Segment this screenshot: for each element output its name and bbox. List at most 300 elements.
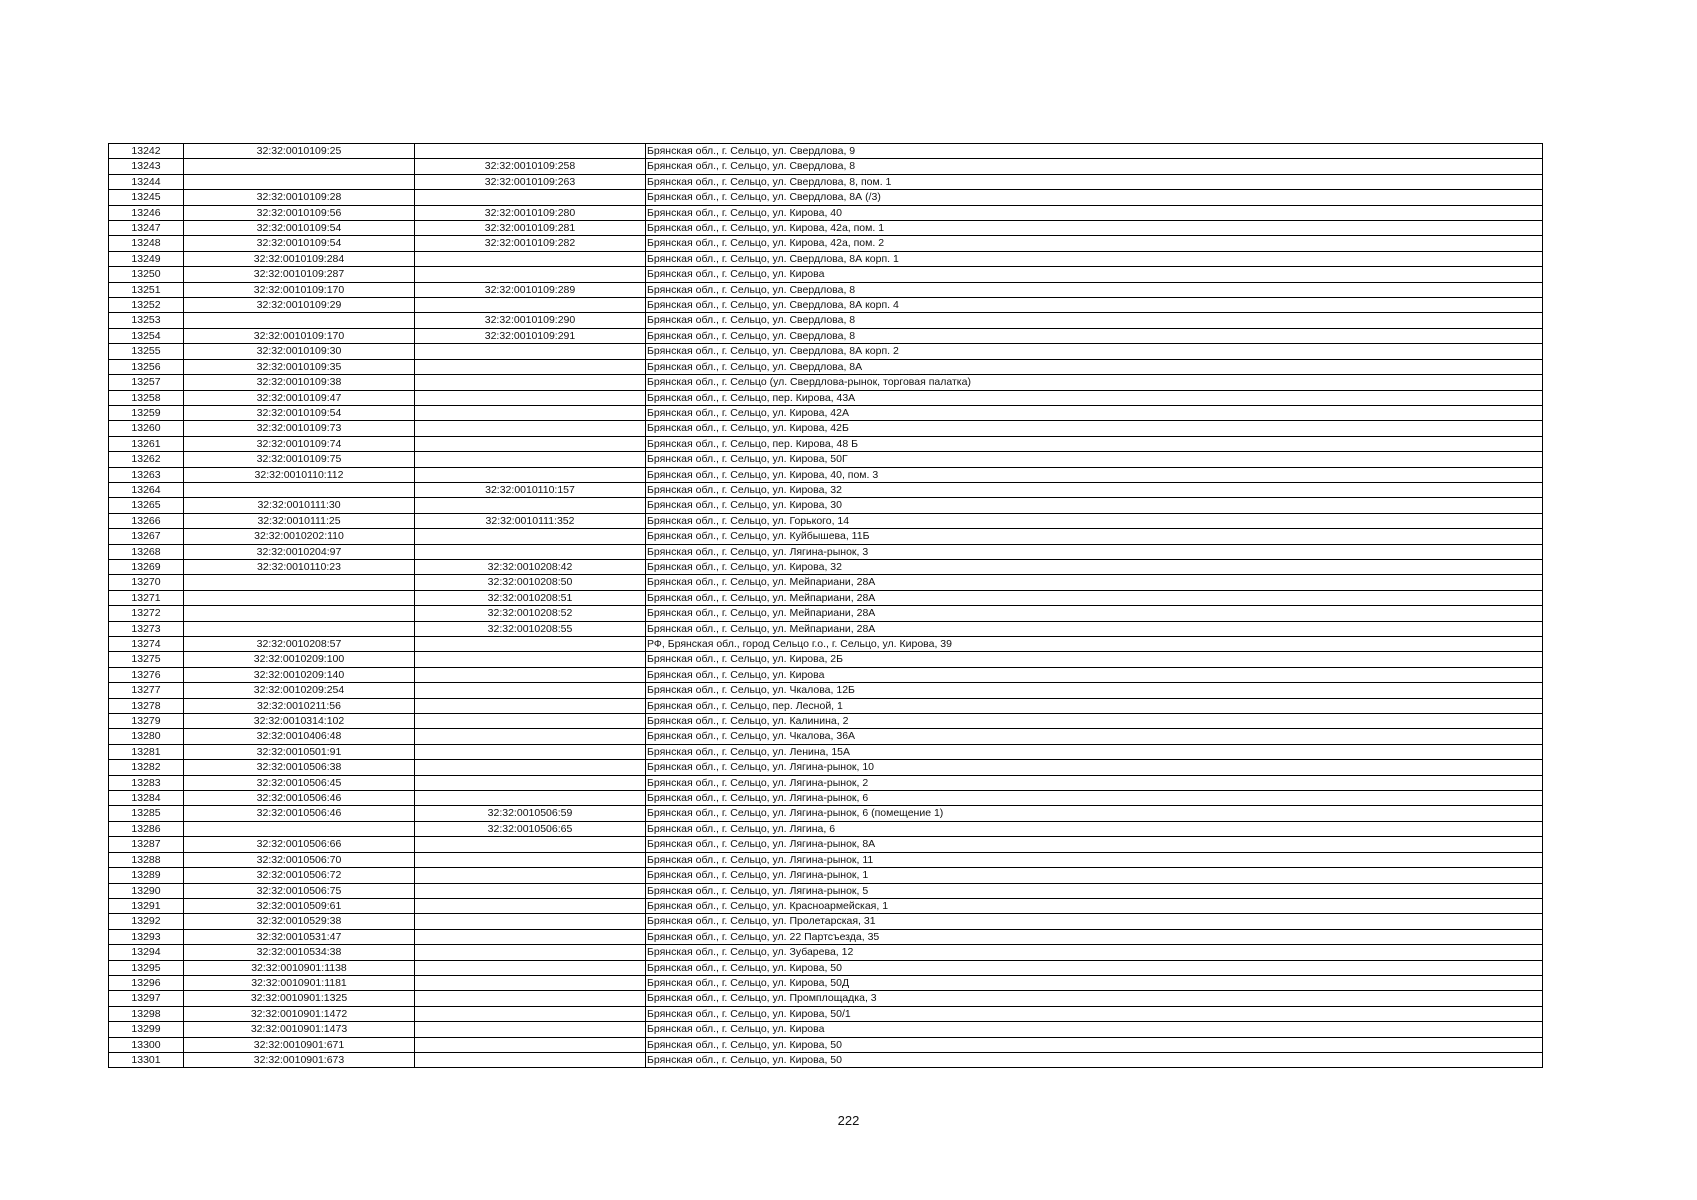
- table-row: [109, 637, 1543, 652]
- object-cadastral-number-cell: 32:32:0010506:59: [415, 806, 646, 821]
- row-number-cell: 13276: [109, 667, 184, 682]
- address-cell: Брянская обл., г. Сельцо, ул. Свердлова, 8А корп. 4: [646, 298, 1543, 313]
- object-cadastral-number-cell: [415, 436, 646, 451]
- object-cadastral-number-cell: 32:32:0010109:282: [415, 236, 646, 251]
- address-cell: Брянская обл., г. Сельцо, ул. Кирова: [646, 1022, 1543, 1037]
- table-row: [109, 421, 1543, 436]
- address-cell: Брянская обл., г. Сельцо, ул. Свердлова, 8А корп. 2: [646, 344, 1543, 359]
- row-number-cell: 13299: [109, 1022, 184, 1037]
- object-cadastral-number-cell: 32:32:0010208:50: [415, 575, 646, 590]
- object-cadastral-number-cell: [415, 975, 646, 990]
- row-number-cell: 13248: [109, 236, 184, 251]
- object-cadastral-number-cell: [415, 652, 646, 667]
- object-cadastral-number-cell: [415, 1037, 646, 1052]
- cadastral-number-cell: 32:32:0010506:70: [184, 852, 415, 867]
- row-number-cell: 13292: [109, 914, 184, 929]
- cadastral-number-cell: [184, 174, 415, 189]
- table-row: [109, 267, 1543, 282]
- page-number: 222: [837, 1113, 860, 1128]
- row-number-cell: 13262: [109, 452, 184, 467]
- address-cell: Брянская обл., г. Сельцо, ул. Куйбышева, 11Б: [646, 529, 1543, 544]
- address-cell: Брянская обл., г. Сельцо, ул. Горького, 14: [646, 513, 1543, 528]
- row-number-cell: 13297: [109, 991, 184, 1006]
- cadastral-number-cell: 32:32:0010202:110: [184, 529, 415, 544]
- table-row: [109, 945, 1543, 960]
- address-cell: Брянская обл., г. Сельцо, ул. Чкалова, 36А: [646, 729, 1543, 744]
- object-cadastral-number-cell: [415, 960, 646, 975]
- object-cadastral-number-cell: 32:32:0010109:263: [415, 174, 646, 189]
- object-cadastral-number-cell: [415, 498, 646, 513]
- row-number-cell: 13256: [109, 359, 184, 374]
- row-number-cell: 13290: [109, 883, 184, 898]
- object-cadastral-number-cell: 32:32:0010208:42: [415, 559, 646, 574]
- object-cadastral-number-cell: [415, 637, 646, 652]
- address-cell: РФ, Брянская обл., город Сельцо г.о., г. Сельцо, ул. Кирова, 39: [646, 637, 1543, 652]
- address-cell: Брянская обл., г. Сельцо, ул. Свердлова, 8: [646, 282, 1543, 297]
- row-number-cell: 13284: [109, 791, 184, 806]
- table-row: [109, 467, 1543, 482]
- address-cell: Брянская обл., г. Сельцо, ул. Лягина-рынок, 8А: [646, 837, 1543, 852]
- cadastral-number-cell: 32:32:0010109:75: [184, 452, 415, 467]
- address-cell: Брянская обл., г. Сельцо, ул. Чкалова, 12Б: [646, 683, 1543, 698]
- object-cadastral-number-cell: [415, 390, 646, 405]
- row-number-cell: 13300: [109, 1037, 184, 1052]
- address-cell: Брянская обл., г. Сельцо, ул. Мейпариани, 28А: [646, 575, 1543, 590]
- address-cell: Брянская обл., г. Сельцо, ул. Кирова, 32: [646, 482, 1543, 497]
- cadastral-number-cell: [184, 621, 415, 636]
- row-number-cell: 13279: [109, 714, 184, 729]
- address-cell: Брянская обл., г. Сельцо, ул. Лягина-рынок, 3: [646, 544, 1543, 559]
- cadastral-number-cell: 32:32:0010109:56: [184, 205, 415, 220]
- table-row: [109, 544, 1543, 559]
- object-cadastral-number-cell: [415, 529, 646, 544]
- cadastral-number-cell: 32:32:0010501:91: [184, 744, 415, 759]
- cadastral-number-cell: 32:32:0010901:673: [184, 1052, 415, 1067]
- table-row: [109, 821, 1543, 836]
- address-cell: Брянская обл., г. Сельцо, ул. Ленина, 15А: [646, 744, 1543, 759]
- row-number-cell: 13294: [109, 945, 184, 960]
- object-cadastral-number-cell: [415, 267, 646, 282]
- table-row: [109, 914, 1543, 929]
- table-row: [109, 852, 1543, 867]
- cadastral-number-cell: 32:32:0010901:1473: [184, 1022, 415, 1037]
- row-number-cell: 13243: [109, 159, 184, 174]
- cadastral-number-cell: 32:32:0010209:140: [184, 667, 415, 682]
- table-row: [109, 575, 1543, 590]
- table-row: [109, 174, 1543, 189]
- cadastral-number-cell: [184, 575, 415, 590]
- table-row: [109, 683, 1543, 698]
- table-row: [109, 390, 1543, 405]
- object-cadastral-number-cell: [415, 405, 646, 420]
- object-cadastral-number-cell: 32:32:0010208:52: [415, 606, 646, 621]
- cadastral-number-cell: 32:32:0010901:1138: [184, 960, 415, 975]
- address-cell: Брянская обл., г. Сельцо, ул. Мейпариани, 28А: [646, 590, 1543, 605]
- row-number-cell: 13269: [109, 559, 184, 574]
- object-cadastral-number-cell: [415, 744, 646, 759]
- table-row: [109, 251, 1543, 266]
- cadastral-number-cell: 32:32:0010506:66: [184, 837, 415, 852]
- table-row: [109, 883, 1543, 898]
- table-row: [109, 714, 1543, 729]
- row-number-cell: 13280: [109, 729, 184, 744]
- table-row: [109, 559, 1543, 574]
- object-cadastral-number-cell: 32:32:0010109:280: [415, 205, 646, 220]
- address-cell: Брянская обл., г. Сельцо, ул. Кирова, 40: [646, 205, 1543, 220]
- cadastral-number-cell: 32:32:0010109:170: [184, 282, 415, 297]
- cadastral-number-cell: 32:32:0010109:54: [184, 221, 415, 236]
- address-cell: Брянская обл., г. Сельцо, ул. 22 Партсъезда, 35: [646, 929, 1543, 944]
- cadastral-number-cell: 32:32:0010109:54: [184, 405, 415, 420]
- table-row: [109, 837, 1543, 852]
- row-number-cell: 13251: [109, 282, 184, 297]
- table-row: [109, 975, 1543, 990]
- table-row: [109, 991, 1543, 1006]
- cadastral-number-cell: 32:32:0010901:1325: [184, 991, 415, 1006]
- cadastral-number-cell: 32:32:0010109:73: [184, 421, 415, 436]
- row-number-cell: 13242: [109, 144, 184, 159]
- address-cell: Брянская обл., г. Сельцо, ул. Мейпариани, 28А: [646, 621, 1543, 636]
- object-cadastral-number-cell: 32:32:0010111:352: [415, 513, 646, 528]
- row-number-cell: 13285: [109, 806, 184, 821]
- object-cadastral-number-cell: [415, 344, 646, 359]
- row-number-cell: 13287: [109, 837, 184, 852]
- address-cell: Брянская обл., г. Сельцо, ул. Промплощадка, 3: [646, 991, 1543, 1006]
- table-row: [109, 205, 1543, 220]
- object-cadastral-number-cell: 32:32:0010208:51: [415, 590, 646, 605]
- object-cadastral-number-cell: [415, 698, 646, 713]
- object-cadastral-number-cell: [415, 775, 646, 790]
- cadastral-number-cell: 32:32:0010109:38: [184, 375, 415, 390]
- row-number-cell: 13257: [109, 375, 184, 390]
- table-row: [109, 698, 1543, 713]
- table-row: [109, 221, 1543, 236]
- table-row: [109, 513, 1543, 528]
- row-number-cell: 13271: [109, 590, 184, 605]
- cadastral-number-cell: 32:32:0010406:48: [184, 729, 415, 744]
- object-cadastral-number-cell: [415, 298, 646, 313]
- table-row: [109, 190, 1543, 205]
- object-cadastral-number-cell: [415, 898, 646, 913]
- address-cell: Брянская обл., г. Сельцо, ул. Кирова, 2Б: [646, 652, 1543, 667]
- address-cell: Брянская обл., г. Сельцо, ул. Кирова, 32: [646, 559, 1543, 574]
- address-cell: Брянская обл., г. Сельцо, ул. Пролетарская, 31: [646, 914, 1543, 929]
- table-row: [109, 806, 1543, 821]
- table-row: [109, 436, 1543, 451]
- address-cell: Брянская обл., г. Сельцо, ул. Зубарева, 12: [646, 945, 1543, 960]
- address-cell: Брянская обл., г. Сельцо, ул. Кирова, 50/1: [646, 1006, 1543, 1021]
- row-number-cell: 13263: [109, 467, 184, 482]
- table-row: [109, 1006, 1543, 1021]
- address-cell: Брянская обл., г. Сельцо, пер. Кирова, 48 Б: [646, 436, 1543, 451]
- row-number-cell: 13277: [109, 683, 184, 698]
- object-cadastral-number-cell: [415, 791, 646, 806]
- row-number-cell: 13295: [109, 960, 184, 975]
- cadastral-number-cell: 32:32:0010110:23: [184, 559, 415, 574]
- address-cell: Брянская обл., г. Сельцо, ул. Лягина-рынок, 10: [646, 760, 1543, 775]
- table-row: [109, 744, 1543, 759]
- cadastral-number-cell: [184, 606, 415, 621]
- address-cell: Брянская обл., г. Сельцо, ул. Кирова, 50: [646, 1052, 1543, 1067]
- object-cadastral-number-cell: [415, 375, 646, 390]
- cadastral-number-cell: 32:32:0010506:72: [184, 868, 415, 883]
- table-row: [109, 729, 1543, 744]
- object-cadastral-number-cell: 32:32:0010109:290: [415, 313, 646, 328]
- row-number-cell: 13283: [109, 775, 184, 790]
- address-cell: Брянская обл., г. Сельцо, ул. Лягина, 6: [646, 821, 1543, 836]
- row-number-cell: 13286: [109, 821, 184, 836]
- row-number-cell: 13281: [109, 744, 184, 759]
- cadastral-number-cell: 32:32:0010901:1472: [184, 1006, 415, 1021]
- cadastral-number-cell: [184, 313, 415, 328]
- cadastral-number-cell: [184, 590, 415, 605]
- row-number-cell: 13293: [109, 929, 184, 944]
- object-cadastral-number-cell: [415, 914, 646, 929]
- cadastral-number-cell: 32:32:0010110:112: [184, 467, 415, 482]
- table-row: [109, 452, 1543, 467]
- table-row: [109, 590, 1543, 605]
- cadastral-number-cell: 32:32:0010529:38: [184, 914, 415, 929]
- table-row: [109, 868, 1543, 883]
- cadastral-number-cell: 32:32:0010314:102: [184, 714, 415, 729]
- object-cadastral-number-cell: [415, 467, 646, 482]
- table-row: [109, 498, 1543, 513]
- cadastral-number-cell: 32:32:0010211:56: [184, 698, 415, 713]
- object-cadastral-number-cell: [415, 683, 646, 698]
- address-cell: Брянская обл., г. Сельцо, ул. Кирова: [646, 667, 1543, 682]
- cadastral-number-cell: 32:32:0010109:74: [184, 436, 415, 451]
- row-number-cell: 13265: [109, 498, 184, 513]
- address-cell: Брянская обл., г. Сельцо, ул. Свердлова, 9: [646, 144, 1543, 159]
- object-cadastral-number-cell: [415, 945, 646, 960]
- object-cadastral-number-cell: [415, 837, 646, 852]
- row-number-cell: 13247: [109, 221, 184, 236]
- address-cell: Брянская обл., г. Сельцо, ул. Лягина-рынок, 1: [646, 868, 1543, 883]
- row-number-cell: 13246: [109, 205, 184, 220]
- cadastral-number-cell: 32:32:0010901:671: [184, 1037, 415, 1052]
- address-cell: Брянская обл., г. Сельцо, ул. Мейпариани, 28А: [646, 606, 1543, 621]
- row-number-cell: 13282: [109, 760, 184, 775]
- object-cadastral-number-cell: [415, 544, 646, 559]
- object-cadastral-number-cell: [415, 714, 646, 729]
- address-cell: Брянская обл., г. Сельцо, ул. Лягина-рынок, 2: [646, 775, 1543, 790]
- table-row: [109, 529, 1543, 544]
- object-cadastral-number-cell: [415, 883, 646, 898]
- cadastral-number-cell: 32:32:0010208:57: [184, 637, 415, 652]
- cadastral-number-cell: 32:32:0010506:75: [184, 883, 415, 898]
- table-row: [109, 344, 1543, 359]
- cadastral-number-cell: 32:32:0010534:38: [184, 945, 415, 960]
- table-row: [109, 282, 1543, 297]
- row-number-cell: 13254: [109, 328, 184, 343]
- object-cadastral-number-cell: 32:32:0010109:289: [415, 282, 646, 297]
- address-cell: Брянская обл., г. Сельцо, ул. Кирова, 50Д: [646, 975, 1543, 990]
- registry-table-body: [109, 144, 1543, 1068]
- cadastral-number-cell: 32:32:0010506:46: [184, 806, 415, 821]
- address-cell: Брянская обл., г. Сельцо, ул. Калинина, 2: [646, 714, 1543, 729]
- table-row: [109, 621, 1543, 636]
- address-cell: Брянская обл., г. Сельцо, ул. Кирова, 50: [646, 960, 1543, 975]
- table-row: [109, 236, 1543, 251]
- row-number-cell: 13268: [109, 544, 184, 559]
- table-row: [109, 898, 1543, 913]
- address-cell: Брянская обл., г. Сельцо, ул. Свердлова, 8А: [646, 359, 1543, 374]
- cadastral-number-cell: 32:32:0010109:47: [184, 390, 415, 405]
- object-cadastral-number-cell: [415, 929, 646, 944]
- row-number-cell: 13259: [109, 405, 184, 420]
- cadastral-number-cell: 32:32:0010209:100: [184, 652, 415, 667]
- cadastral-number-cell: [184, 482, 415, 497]
- table-row: [109, 760, 1543, 775]
- object-cadastral-number-cell: [415, 359, 646, 374]
- object-cadastral-number-cell: 32:32:0010208:55: [415, 621, 646, 636]
- table-row: [109, 606, 1543, 621]
- cadastral-number-cell: 32:32:0010209:254: [184, 683, 415, 698]
- table-row: [109, 652, 1543, 667]
- row-number-cell: 13244: [109, 174, 184, 189]
- row-number-cell: 13255: [109, 344, 184, 359]
- cadastral-number-cell: 32:32:0010506:46: [184, 791, 415, 806]
- row-number-cell: 13291: [109, 898, 184, 913]
- cadastral-number-cell: 32:32:0010111:30: [184, 498, 415, 513]
- object-cadastral-number-cell: [415, 421, 646, 436]
- table-row: [109, 144, 1543, 159]
- row-number-cell: 13245: [109, 190, 184, 205]
- row-number-cell: 13289: [109, 868, 184, 883]
- object-cadastral-number-cell: [415, 852, 646, 867]
- table-row: [109, 775, 1543, 790]
- row-number-cell: 13264: [109, 482, 184, 497]
- row-number-cell: 13252: [109, 298, 184, 313]
- object-cadastral-number-cell: [415, 251, 646, 266]
- cadastral-number-cell: 32:32:0010509:61: [184, 898, 415, 913]
- row-number-cell: 13249: [109, 251, 184, 266]
- table-row: [109, 298, 1543, 313]
- cadastral-number-cell: 32:32:0010204:97: [184, 544, 415, 559]
- table-row: [109, 667, 1543, 682]
- row-number-cell: 13266: [109, 513, 184, 528]
- table-row: [109, 1037, 1543, 1052]
- object-cadastral-number-cell: 32:32:0010506:65: [415, 821, 646, 836]
- address-cell: Брянская обл., г. Сельцо, ул. Кирова, 42Б: [646, 421, 1543, 436]
- object-cadastral-number-cell: 32:32:0010109:281: [415, 221, 646, 236]
- address-cell: Брянская обл., г. Сельцо, ул. Лягина-рынок, 6: [646, 791, 1543, 806]
- row-number-cell: 13275: [109, 652, 184, 667]
- address-cell: Брянская обл., г. Сельцо, ул. Кирова, 50: [646, 1037, 1543, 1052]
- cadastral-number-cell: 32:32:0010901:1181: [184, 975, 415, 990]
- object-cadastral-number-cell: 32:32:0010109:291: [415, 328, 646, 343]
- row-number-cell: 13261: [109, 436, 184, 451]
- address-cell: Брянская обл., г. Сельцо, ул. Кирова, 42а, пом. 2: [646, 236, 1543, 251]
- row-number-cell: 13296: [109, 975, 184, 990]
- address-cell: Брянская обл., г. Сельцо, ул. Кирова, 30: [646, 498, 1543, 513]
- table-row: [109, 482, 1543, 497]
- cadastral-number-cell: 32:32:0010111:25: [184, 513, 415, 528]
- address-cell: Брянская обл., г. Сельцо, ул. Красноармейская, 1: [646, 898, 1543, 913]
- address-cell: Брянская обл., г. Сельцо, ул. Свердлова, 8: [646, 328, 1543, 343]
- object-cadastral-number-cell: [415, 1052, 646, 1067]
- address-cell: Брянская обл., г. Сельцо, ул. Свердлова, 8А корп. 1: [646, 251, 1543, 266]
- address-cell: Брянская обл., г. Сельцо, ул. Свердлова, 8: [646, 313, 1543, 328]
- object-cadastral-number-cell: [415, 667, 646, 682]
- table-row: [109, 929, 1543, 944]
- address-cell: Брянская обл., г. Сельцо, ул. Лягина-рынок, 6 (помещение 1): [646, 806, 1543, 821]
- address-cell: Брянская обл., г. Сельцо, пер. Лесной, 1: [646, 698, 1543, 713]
- cadastral-number-cell: 32:32:0010109:284: [184, 251, 415, 266]
- table-row: [109, 375, 1543, 390]
- registry-table: [108, 143, 1543, 1068]
- table-row: [109, 791, 1543, 806]
- cadastral-number-cell: 32:32:0010109:30: [184, 344, 415, 359]
- cadastral-number-cell: 32:32:0010506:38: [184, 760, 415, 775]
- table-row: [109, 1052, 1543, 1067]
- row-number-cell: 13301: [109, 1052, 184, 1067]
- row-number-cell: 13250: [109, 267, 184, 282]
- address-cell: Брянская обл., г. Сельцо, ул. Кирова, 42А: [646, 405, 1543, 420]
- address-cell: Брянская обл., г. Сельцо, ул. Лягина-рынок, 5: [646, 883, 1543, 898]
- object-cadastral-number-cell: 32:32:0010109:258: [415, 159, 646, 174]
- object-cadastral-number-cell: [415, 1022, 646, 1037]
- row-number-cell: 13253: [109, 313, 184, 328]
- cadastral-number-cell: [184, 159, 415, 174]
- row-number-cell: 13274: [109, 637, 184, 652]
- object-cadastral-number-cell: [415, 729, 646, 744]
- table-row: [109, 159, 1543, 174]
- object-cadastral-number-cell: [415, 991, 646, 1006]
- table-row: [109, 1022, 1543, 1037]
- cadastral-number-cell: 32:32:0010109:54: [184, 236, 415, 251]
- table-row: [109, 960, 1543, 975]
- address-cell: Брянская обл., г. Сельцо (ул. Свердлова-рынок, торговая палатка): [646, 375, 1543, 390]
- cadastral-number-cell: 32:32:0010506:45: [184, 775, 415, 790]
- cadastral-number-cell: 32:32:0010109:170: [184, 328, 415, 343]
- row-number-cell: 13267: [109, 529, 184, 544]
- table-row: [109, 313, 1543, 328]
- table-row: [109, 359, 1543, 374]
- address-cell: Брянская обл., г. Сельцо, ул. Кирова: [646, 267, 1543, 282]
- row-number-cell: 13298: [109, 1006, 184, 1021]
- address-cell: Брянская обл., г. Сельцо, ул. Свердлова, 8, пом. 1: [646, 174, 1543, 189]
- row-number-cell: 13278: [109, 698, 184, 713]
- row-number-cell: 13273: [109, 621, 184, 636]
- row-number-cell: 13270: [109, 575, 184, 590]
- address-cell: Брянская обл., г. Сельцо, ул. Свердлова, 8А (/3): [646, 190, 1543, 205]
- table-row: [109, 405, 1543, 420]
- object-cadastral-number-cell: [415, 1006, 646, 1021]
- cadastral-number-cell: 32:32:0010109:29: [184, 298, 415, 313]
- cadastral-number-cell: 32:32:0010531:47: [184, 929, 415, 944]
- object-cadastral-number-cell: [415, 452, 646, 467]
- address-cell: Брянская обл., г. Сельцо, ул. Лягина-рынок, 11: [646, 852, 1543, 867]
- row-number-cell: 13272: [109, 606, 184, 621]
- cadastral-number-cell: 32:32:0010109:35: [184, 359, 415, 374]
- cadastral-number-cell: 32:32:0010109:28: [184, 190, 415, 205]
- address-cell: Брянская обл., г. Сельцо, ул. Свердлова, 8: [646, 159, 1543, 174]
- address-cell: Брянская обл., г. Сельцо, ул. Кирова, 50Г: [646, 452, 1543, 467]
- row-number-cell: 13288: [109, 852, 184, 867]
- cadastral-number-cell: 32:32:0010109:25: [184, 144, 415, 159]
- object-cadastral-number-cell: [415, 868, 646, 883]
- object-cadastral-number-cell: [415, 144, 646, 159]
- address-cell: Брянская обл., г. Сельцо, ул. Кирова, 40, пом. 3: [646, 467, 1543, 482]
- address-cell: Брянская обл., г. Сельцо, ул. Кирова, 42а, пом. 1: [646, 221, 1543, 236]
- object-cadastral-number-cell: [415, 190, 646, 205]
- table-row: [109, 328, 1543, 343]
- object-cadastral-number-cell: [415, 760, 646, 775]
- cadastral-number-cell: [184, 821, 415, 836]
- row-number-cell: 13258: [109, 390, 184, 405]
- address-cell: Брянская обл., г. Сельцо, пер. Кирова, 43А: [646, 390, 1543, 405]
